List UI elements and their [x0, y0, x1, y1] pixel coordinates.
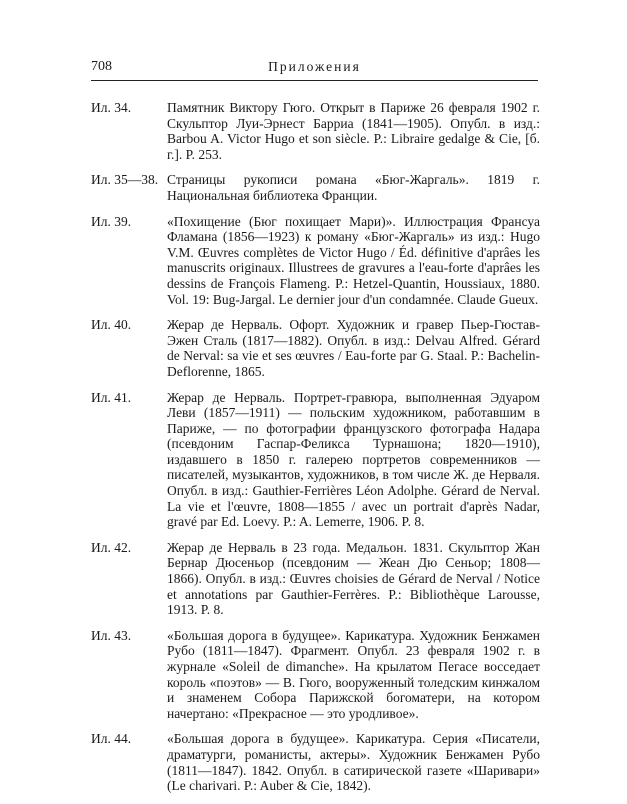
illustration-list: [91, 100, 541, 804]
illustration-number: Ил. 44.: [91, 731, 132, 747]
illustration-caption: Жерар де Нерваль в 23 года. Медальон. 1831. Скульптор Жан Бернар Дюсеньор (псевдоним — Жеан Дю Сеньор; 1808—1866). Опубл. в изд.: Œuvres choisies de Gérard de Nerval / Notice et annotations par Gauthier-Ferrères. P.: Bibliothèque Larousse, 1913. P. 8.: [167, 539, 540, 618]
illustration-number: Ил. 42.: [91, 539, 132, 555]
list-item: [91, 731, 541, 793]
illustration-number: Ил. 39.: [91, 213, 132, 229]
illustration-number: Ил. 40.: [91, 317, 132, 333]
page-number: 708: [91, 59, 112, 74]
illustration-caption: Памятник Виктору Гюго. Открыт в Париже 26 февраля 1902 г. Скульптор Луи-Эрнест Барриа (1841—1905). Опубл. в изд.: Barbou A. Victor Hugo et son siècle. P.: Libraire gedalge & Cie, [б. г.]. P. 253.: [167, 100, 540, 162]
list-item: [91, 317, 541, 379]
list-item: [91, 540, 541, 618]
illustration-caption: Страницы рукописи романа «Бюг-Жаргаль». 1819 г. Национальная библиотека Франции.: [167, 172, 540, 203]
illustration-caption: «Большая дорога в будущее». Карикатура. Серия «Писатели, драматурги, романисты, актеры». Художник Бенжамен Рубо (1811—1847). 1842. Опубл. в сатирической газете «Шаривари» (Le charivari. P.: Auber & Cie, 1842).: [167, 731, 540, 794]
illustration-caption: «Похищение (Бюг похищает Мари)». Иллюстрация Франсуа Фламана (1856—1923) к роману «Бюг-Жаргаль» из изд.: Hugo V.M. Œuvres complètes de Victor Hugo / Éd. définitive d'aprâes les manuscrits originaux. Illustrees de gravures a l'eau-forte d'aprâes les dessins de François Flameng. P.: Hetzel-Quantin, Houssiaux, 1880. Vol. 19: Bug-Jargal. Le dernier jour d'un condamnée. Claude Gueux.: [167, 213, 540, 307]
running-title: Приложения: [268, 59, 361, 74]
illustration-caption: Жерар де Нерваль. Портрет-гравюра, выполненная Эдуаром Леви (1857—1911) — польским художником, работавшим в Париже, — по фотографии французского фотографа Надара (псевдоним Гаспар-Феликса Турнашона; 1820—1910), издавшего в 1850 г. галерею портретов современников — писателей, музыкантов, художников, в том числе Ж. де Нерваля. Опубл. в изд.: Gauthier-Ferrières Léon Adolphe. Gérard de Nerval. La vie et l'œuvre, 1808—1855 / avec un portrait d'après Nadar, gravé par Ed. Loevy. P.: A. Lemerre, 1906. P. 8.: [167, 389, 540, 530]
illustration-number: Ил. 43.: [91, 627, 132, 643]
illustration-caption: «Большая дорога в будущее». Карикатура. Художник Бенжамен Рубо (1811—1847). Фрагмент. Опубл. 23 февраля 1902 г. в журнале «Soleil de dimanche». На крылатом Пегасе восседает король «поэтов» — В. Гюго, вооруженный толедским кинжалом и знаменем Собора Парижской богоматери, на котором начертано: «Прекрасное — это уродливое».: [167, 627, 540, 721]
list-item: [91, 390, 541, 530]
illustration-caption: Жерар де Нерваль. Офорт. Художник и гравер Пьер-Гюстав-Эжен Сталь (1817—1882). Опубл. в изд.: Delvau Alfred. Gérard de Nerval: sa vie et ses œuvres / Eau-forte par G. Staal. P.: Bachelin-Deflorenne, 1865.: [167, 317, 540, 379]
list-item: [91, 172, 541, 203]
list-item: [91, 214, 541, 308]
list-item: [91, 100, 541, 162]
illustration-number: Ил. 41.: [91, 389, 132, 405]
illustration-number: Ил. 35—38.: [91, 172, 159, 188]
list-item: [91, 628, 541, 722]
page-header: [91, 58, 538, 81]
illustration-number: Ил. 34.: [91, 100, 132, 115]
